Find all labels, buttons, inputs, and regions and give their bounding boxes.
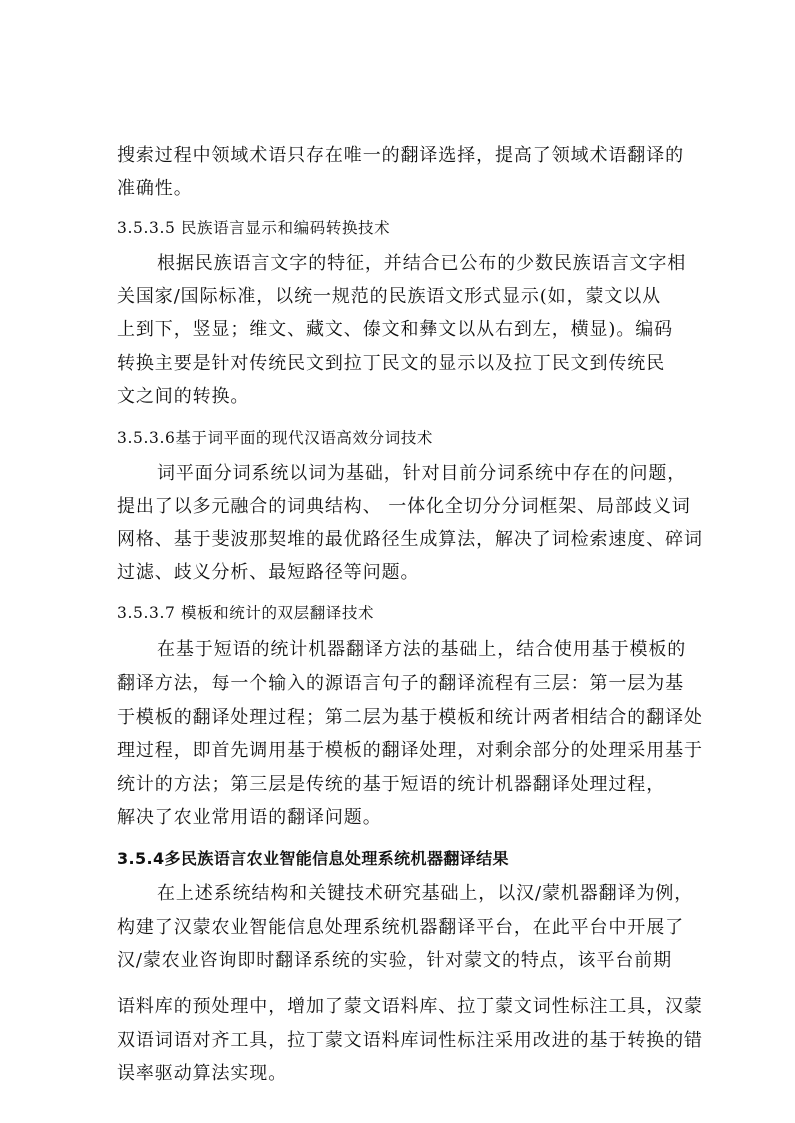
paragraph-line: 统计的方法；第三层是传统的基于短语的统计机器翻译处理过程， [117, 774, 666, 795]
paragraph-line: 翻译方法，每一个输入的源语言句子的翻译流程有三层：第一层为基 [117, 673, 684, 694]
paragraph-line: 上到下，竖显；维文、藏文、傣文和彝文以从右到左，横显)。编码 [117, 319, 674, 340]
paragraph-line: 词平面分词系统以词为基础，针对目前分词系统中存在的问题， [157, 463, 687, 484]
paragraph-line: 在上述系统结构和关键技术研究基础上，以汉/蒙机器翻译为例， [157, 883, 694, 904]
paragraph-line: 搜索过程中领域术语只存在唯一的翻译选择，提高了领域术语翻译的 [117, 145, 684, 166]
paragraph-line: 理过程，即首先调用基于模板的翻译处理，对剩余部分的处理采用基于 [117, 740, 703, 761]
section-heading-3535: 3.5.3.5 民族语言显示和编码转换技术 [117, 219, 391, 237]
paragraph-line: 在基于短语的统计机器翻译方法的基础上，结合使用基于模板的 [157, 639, 687, 660]
paragraph-line: 语料库的预处理中，增加了蒙文语料库、拉丁蒙文词性标注工具，汉蒙 [117, 996, 703, 1017]
paragraph-line: 解决了农业常用语的翻译问题。 [117, 807, 382, 828]
paragraph-line: 准确性。 [117, 178, 193, 199]
paragraph-line: 网格、基于斐波那契堆的最优路径生成算法，解决了词检索速度、碎词 [117, 529, 703, 550]
paragraph-line: 根据民族语言文字的特征，并结合已公布的少数民族语言文字相 [157, 253, 687, 274]
paragraph-line: 于模板的翻译处理过程；第二层为基于模板和统计两者相结合的翻译处 [117, 707, 703, 728]
paragraph-line: 双语词语对齐工具，拉丁蒙文语料库词性标注采用改进的基于转换的错 [117, 1030, 703, 1051]
paragraph-line: 关国家/国际标准，以统一规范的民族语文形式显示(如，蒙文以从 [117, 286, 662, 307]
section-heading-3536: 3.5.3.6基于词平面的现代汉语高效分词技术 [117, 429, 434, 447]
section-heading-3537: 3.5.3.7 模板和统计的双层翻译技术 [117, 604, 375, 622]
paragraph-line: 提出了以多元融合的词典结构、 一体化全切分分词框架、局部歧义词 [117, 496, 691, 517]
section-heading-354: 3.5.4多民族语言农业智能信息处理系统机器翻译结果 [117, 849, 509, 868]
paragraph-line: 过滤、歧义分析、最短路径等问题。 [117, 562, 420, 583]
paragraph-line: 构建了汉蒙农业智能信息处理系统机器翻译平台，在此平台中开展了 [117, 917, 684, 938]
paragraph-line: 转换主要是针对传统民文到拉丁民文的显示以及拉丁民文到传统民 [117, 353, 666, 374]
paragraph-line: 汉/蒙农业咨询即时翻译系统的实验，针对蒙文的特点，该平台前期 [117, 950, 673, 971]
paragraph-line: 文之间的转换。 [117, 386, 250, 407]
paragraph-line: 误率驱动算法实现。 [117, 1063, 288, 1084]
